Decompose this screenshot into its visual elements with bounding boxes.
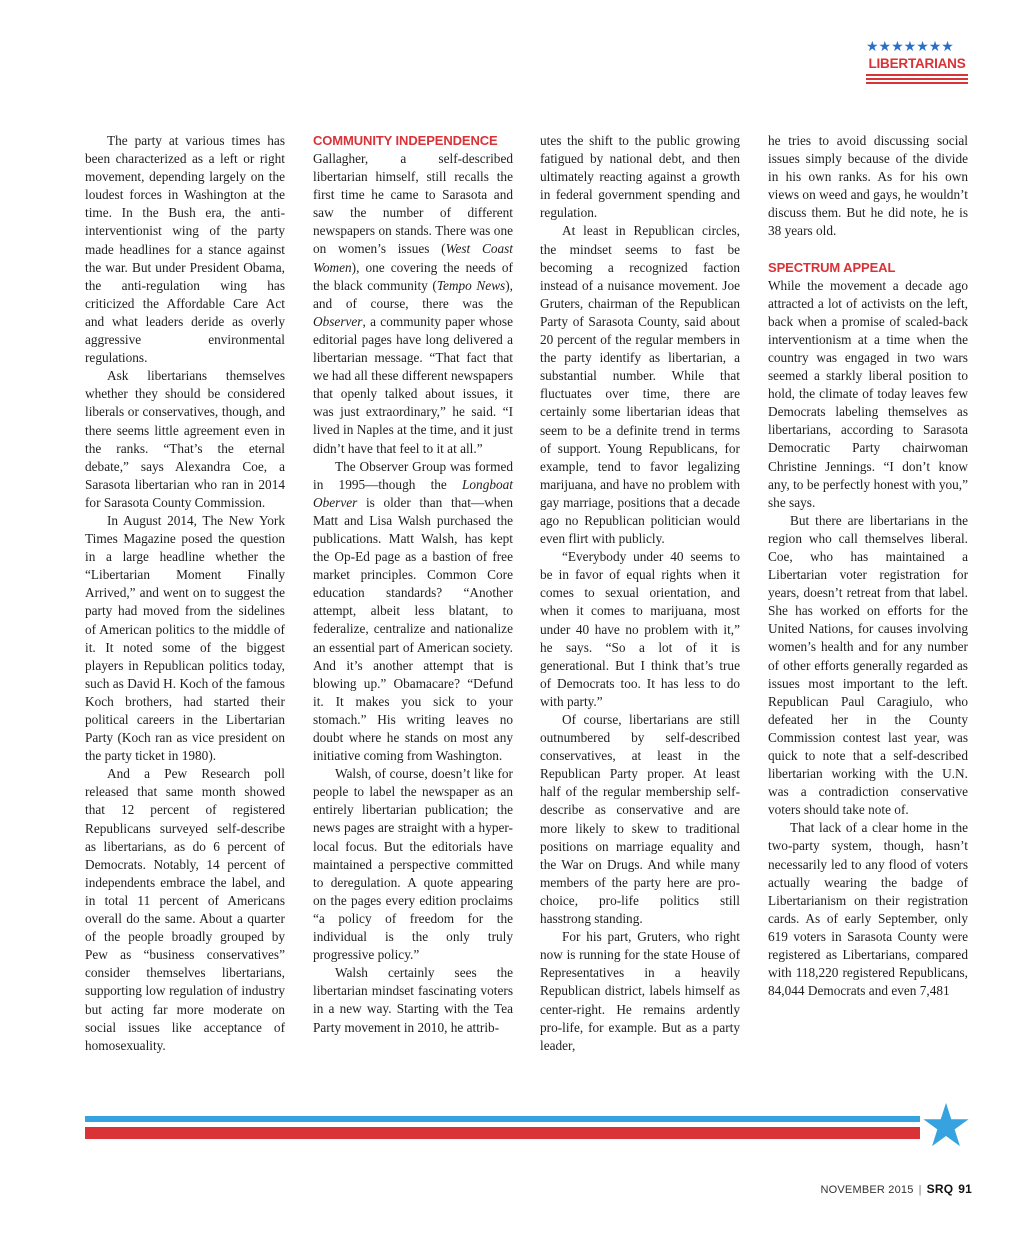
paragraph: In August 2014, The New York Times Magazine posed the question in a large headline whether the “Libertarian Moment Finally Arrived,” and went on to suggest the party had moved from the sidelines of American politics to the middle of it. It noted some of the biggest players in Republican politics today, such as David H. Koch of the famous Koch brothers, had started their political careers in the Libertarian Party (Koch ran as vice president on the party ticket in 1980).	[85, 512, 285, 764]
paragraph: But there are libertarians in the region who call themselves liberal. Coe, who has maintained a Libertarian voter registration for years, doesn’t retreat from that label. She has worked on efforts for the United Nations, for causes involving women’s health and for any number of other efforts generally regarded as issues most important to the left. Republican Paul Caragiulo, who defeated her in the County Commission contest last year, was quick to note that a self-described libertarian working with the U.N. was a contradiction conservative voters should take note of.	[768, 512, 968, 818]
paragraph: Walsh, of course, doesn’t like for people to label the newspaper as an entirely libertarian publication; the news pages are straight with a hyper-local focus. But the editorials have maintained a perspective committed to deregulation. A quote appearing on the pages every edition proclaims “a policy of freedom for the individual is the only truly progressive policy.”	[313, 766, 513, 963]
paragraph: The Observer Group was formed in 1995—though the Longboat Oberver is older than that—when Matt and Lisa Walsh purchased the publications. Matt Walsh, has kept the Op-Ed page as a bastion of free market principles. Common Core education standards? “Another attempt, albeit less blatant, to federalize, centralize and nationalize an essential part of American society. And it’s another attempt that is blowing up.” Obamacare? “Defund it. It makes you sick to your stomach.” His writing leaves no doubt where he stands on most any initiative coming from Washington.	[313, 458, 513, 764]
paragraph: he tries to avoid discussing social issues simply because of the divide in his own ranks. As for his own views on weed and gays, he wouldn’t discuss them. But he did note, he is 38 years old.	[768, 133, 968, 239]
article-column-1	[85, 132, 285, 1055]
section-label: LIBERTARIANS	[868, 56, 966, 71]
paragraph: Ask libertarians themselves whether they should be considered liberals or conservatives, though, and there seems little agreement even in the ranks. “That’s the eternal debate,” says Alexandra Coe, a Sarasota libertarian who ran in 2014 for Sarasota County Commission.	[85, 368, 285, 510]
paragraph: The party at various times has been characterized as a left or right movement, depending largely on the loudest forces in Washington at the time. In the Bush era, the anti-interventionist wing of the party made headlines for a stance against the war. But under President Obama, the anti-regulation wing has criticized the Affordable Care Act and what leaders deride as overly aggressive environmental regulations.	[85, 133, 285, 366]
article-column-3	[540, 132, 740, 1055]
article-column-4	[768, 132, 968, 1000]
paragraph: At least in Republican circles, the mindset seems to fast be becoming a recognized faction instead of a nuisance movement. Joe Gruters, chairman of the Republican Party of Sarasota County, said about 20 percent of the regular members in the party identify as libertarian, a substantial number. While that fluctuates over time, there are certainly some libertarian ideas that seem to be a definite trend in terms of support. Young Republicans, for example, tend to favor legalizing marijuana, and have no problem with gay marriage, positions that a decade ago no Republican politician would even flirt with publicly.	[540, 223, 740, 547]
folio-separator: |	[918, 1184, 922, 1196]
paragraph: Of course, libertarians are still outnumbered by self-described conservatives, at least in the Republican Party proper. At least half of the regular membership self-describe as conservative and are more likely to skew to traditional positions on marriage equality and the War on Drugs. And while many members of the party here are pro-choice, pro-life politics still hasstrong standing.	[540, 712, 740, 927]
paragraph: For his part, Gruters, who right now is running for the state House of Representatives in a heavily Republican district, labels himself as center-right. He remains ardently pro-life, for example. But as a party leader,	[540, 929, 740, 1053]
paragraph: utes the shift to the public growing fatigued by national debt, and then ultimately reacting against a growth in federal government spending and regulation.	[540, 133, 740, 221]
paragraph: And a Pew Research poll released that same month showed that 12 percent of registered Republicans surveyed self-describe as libertarians, as do 6 percent of Democrats. Notably, 14 percent of independents embrace the label, and in total 11 percent of Americans overall do the same. About a quarter of the people broadly grouped by Pew as “business conservatives” consider themselves libertarians, supporting low regulation of industry but acting far more moderate on social issues like acceptance of homosexuality.	[85, 766, 285, 1053]
red-stripe	[85, 1127, 920, 1139]
stars-row-icon: ★★★★★★★	[866, 39, 954, 55]
paragraph: While the movement a decade ago attracted a lot of activists on the left, back when a promise of scaled-back interventionism at a time when the country was engaged in two wars seemed a starkly liberal position to hold, the climate of today leaves few Democrats labeling themselves as libertarians, according to Sarasota Democratic Party chairwoman Christine Jennings. “I don’t know any, to be perfectly honest with you,” she says.	[768, 277, 968, 510]
publication-name: Longboat Oberver	[313, 476, 513, 510]
publication-name: West Coast Women	[313, 241, 513, 275]
article-column-2	[313, 132, 513, 1037]
section-badge	[866, 40, 968, 86]
page-number: 91	[958, 1182, 972, 1196]
issue-date: NOVEMBER 2015	[820, 1184, 914, 1196]
paragraph: Gallagher, a self-described libertarian himself, still recalls the first time he came to Sarasota and saw the number of different newspapers on stands. There was one on women’s issues (West Coast Women), one covering the needs of the black community (Tempo News), and of course, there was the Observer, a community paper whose editorial pages have long delivered a libertarian message. “That fact that we had all these different newspapers that openly talked about issues, it was just extraordinary,” he said. “I lived in Naples at the time, and it just didn’t have that feel to it at all.”	[313, 151, 513, 456]
badge-stripes	[866, 74, 968, 84]
paragraph: Walsh certainly sees the libertarian mindset fascinating voters in a new way. Starting with the Tea Party movement in 2010, he attrib-	[313, 965, 513, 1035]
subhead-spectrum-appeal: SPECTRUM APPEAL	[768, 259, 896, 275]
magazine-name: SRQ	[926, 1182, 954, 1196]
paragraph: That lack of a clear home in the two-party system, though, hasn’t necessarily led to any flood of voters actually wearing the badge of Libertarianism on their registration cards. As of early September, only 619 voters in Sarasota County were registered as Libertarians, compared with 118,220 registered Republicans, 84,044 Democrats and even 7,481	[768, 820, 968, 999]
publication-name: Tempo News	[436, 277, 506, 293]
subhead-community-independence: COMMUNITY INDEPENDENCE	[313, 133, 498, 148]
page-folio	[820, 1182, 972, 1196]
paragraph: “Everybody under 40 seems to be in favor of equal rights when it comes to sexual orientation, and when it comes to marijuana, most under 40 have no problem with it,” he says. “So a lot of it is generational. But I think that’s true of Democrats too. It has less to do with party.”	[540, 549, 740, 709]
publication-name: Observer	[313, 313, 363, 329]
star-icon	[922, 1101, 970, 1149]
footer-stripes	[85, 1116, 920, 1139]
